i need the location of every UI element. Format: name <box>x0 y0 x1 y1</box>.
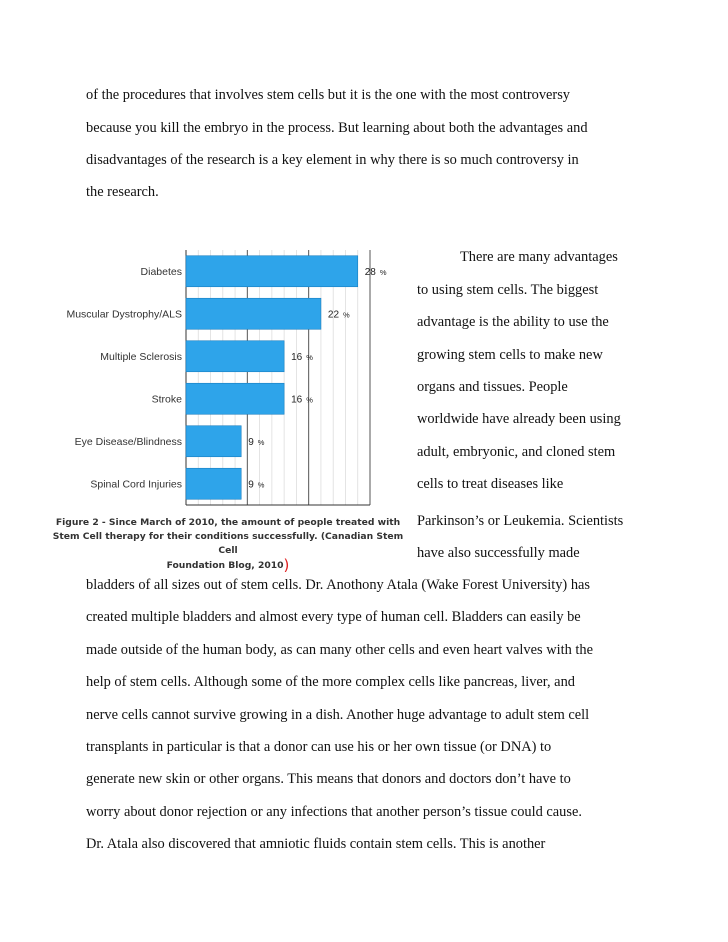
data-label: 9 % <box>248 436 265 448</box>
bar <box>186 383 284 414</box>
text-line: generate new skin or other organs. This means that donors and doctors don’t have to <box>86 771 571 787</box>
category-label: Muscular Dystrophy/ALS <box>66 308 182 321</box>
text-line: cells to treat diseases like <box>417 476 564 492</box>
category-label: Eye Disease/Blindness <box>74 435 182 448</box>
category-label: Spinal Cord Injuries <box>90 478 182 491</box>
data-label: 16 % <box>291 351 313 363</box>
text-line: the research. <box>86 184 159 200</box>
text-line: worry about donor rejection or any infections that another person’s tissue could cause. <box>86 804 582 820</box>
text-line: made outside of the human body, as can many other cells and even heart valves with the <box>86 642 593 658</box>
bar <box>186 256 358 287</box>
bar <box>186 468 241 499</box>
text-line: advantage is the ability to use the <box>417 314 609 330</box>
bar <box>186 298 321 329</box>
data-label: 22 % <box>327 309 350 321</box>
text-line: There are many advantages <box>460 249 618 265</box>
figure-caption <box>52 516 404 573</box>
text-line: to using stem cells. The biggest <box>417 282 599 298</box>
category-label: Diabetes <box>140 265 182 278</box>
text-line: nerve cells cannot survive growing in a dish. Another huge advantage to adult stem cell <box>86 707 590 723</box>
text-line: disadvantages of the research is a key element in why there is so much controversy in <box>86 152 579 168</box>
text-line: of the procedures that involves stem cells but it is the one with the most controversy <box>86 87 570 103</box>
text-line: created multiple bladders and almost every type of human cell. Bladders can easily be <box>86 609 581 625</box>
text-line: Parkinson’s or Leukemia. Scientists <box>417 513 624 529</box>
data-label: 9 % <box>248 479 265 491</box>
text-line: help of stem cells. Although some of the more complex cells like pancreas, liver, and <box>86 674 575 690</box>
caption-line: Stem Cell therapy for their conditions successfully. (Canadian Stem Cell <box>52 531 404 556</box>
text-line: Dr. Atala also discovered that amniotic fluids contain stem cells. This is another <box>86 836 546 852</box>
caption-line: Figure 2 - Since March of 2010, the amount of people treated with <box>55 517 401 528</box>
text-line: because you kill the embryo in the process. But learning about both the advantages and <box>86 120 588 136</box>
text-line: growing stem cells to make new <box>417 347 603 363</box>
data-label: 16 % <box>291 394 313 406</box>
text-line: worldwide have already been using <box>417 411 621 427</box>
bar-chart <box>50 250 390 515</box>
text-line: transplants in particular is that a donor can use his or her own tissue (or DNA) to <box>86 739 552 755</box>
caption-close-paren: ) <box>283 556 290 574</box>
data-label: 28 % <box>364 266 387 278</box>
bar <box>186 426 241 457</box>
text-line: adult, embryonic, and cloned stem <box>417 444 616 460</box>
text-line: have also successfully made <box>417 545 580 561</box>
category-label: Stroke <box>151 393 182 406</box>
text-line: bladders of all sizes out of stem cells. Dr. Anothony Atala (Wake Forest University) has <box>86 577 591 593</box>
category-label: Multiple Sclerosis <box>100 350 182 363</box>
caption-line: Foundation Blog, 2010 <box>166 560 284 571</box>
text-line: organs and tissues. People <box>417 379 568 395</box>
bar <box>186 341 284 372</box>
